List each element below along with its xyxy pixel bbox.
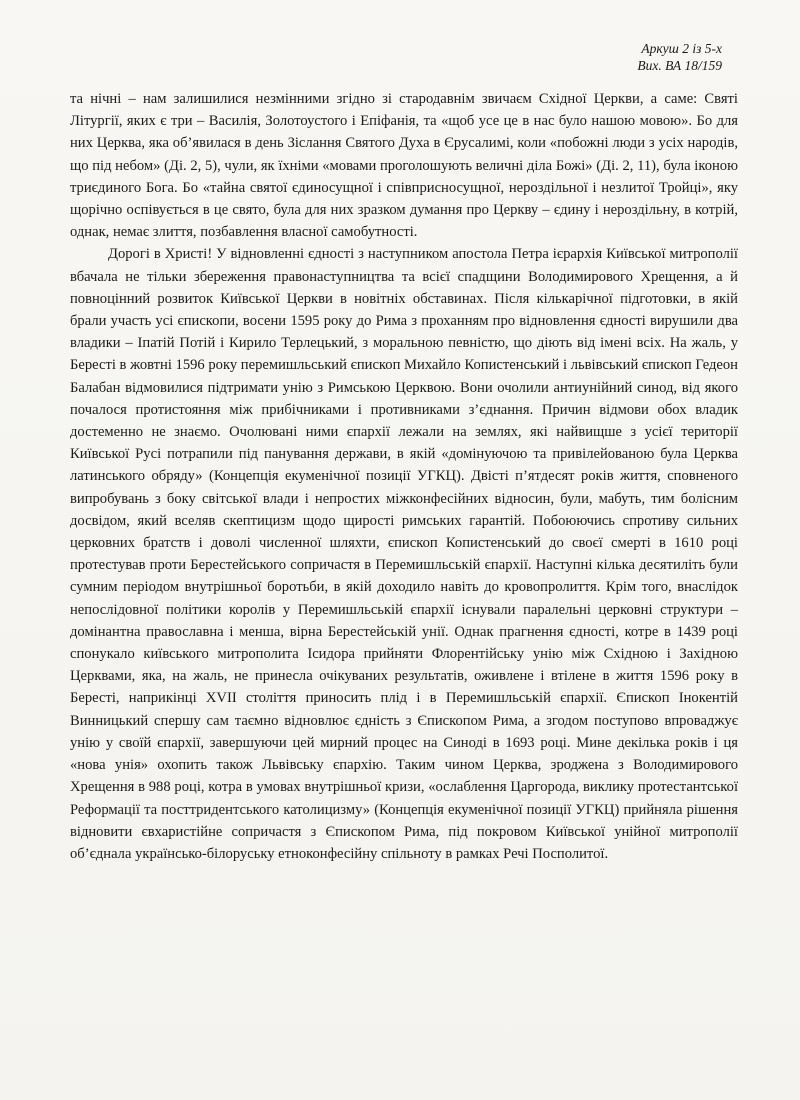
outgoing-reference: Вих. ВА 18/159 <box>637 58 722 73</box>
sheet-number: Аркуш 2 із 5-х <box>641 41 722 56</box>
paragraph-continuation: та нічні – нам залишилися незмінними згідно зі стародавнім звичаєм Східної Церкви, а саме: Святі Літургії, яких є три – Василія, Золотоустого і Епіфанія, та «щоб усе це в нас було нашою мовою». Бо для них Церква, яка об’явилася в день Зіслання Святого Духа в Єрусалимі, коли «побожні люди з усіх народів, що під небом» (Ді. 2, 5), чули, як їхніми «мовами проголошують величні діла Божі» (Ді. 2, 11), була іконою триєдиного Бога. Бо «тайна святої єдиносущної і співприсносущної, нероздільної і незлитої Тройці», яку щорічно оспівується в це свято, була для них зразком думання про Церкву – єдину і нероздільну, в котрій, однак, немає злиття, позбавлення власної самобутності. <box>70 91 738 241</box>
document-body <box>70 88 738 865</box>
page-header <box>637 40 722 74</box>
paragraph-main: Дорогі в Христі! У відновленні єдності з наступником апостола Петра ієрархія Київської митрополії вбачала не тільки збереження правонаступництва та всієї спадщини Володимирового Хрещення, а й повноцінний розвиток Київської Церкви в новітніх обставинах. Після кількарічної підготовки, в якій брали участь усі єпископи, восени 1595 року до Рима з проханням про відновлення єдності вирушили два владики – Іпатій Потій і Кирило Терлецький, з моральною певністю, що діють від імені всіх. На жаль, у Бересті в жовтні 1596 року перемишльський єпископ Михайло Копистенський і львівський єпископ Гедеон Балабан відмовилися підтримати унію з Римською Церквою. Вони очолили антиунійний синод, від якого почалося протистояння між прибічниками і противниками з’єднання. Причин відмови обох владик достеменно не знаємо. Очолювані ними єпархії лежали на землях, які найвищше з усієї території Київської Русі потрапили під панування держави, в якій «домінуючою та привілейованою була Церква латинського обряду» (Концепція екуменічної позиції УГКЦ). Двісті п’ятдесят років життя, сповненого випробувань з боку світської влади і непростих міжконфесійних відносин, були, мабуть, тим болісним досвідом, який вселяв скептицизм щодо щирості римських гарантій. Побоюючись спротиву сильних церковних братств і доволі численної шляхти, єпископ Копистенський до своєї смерті в 1610 році протестував проти Берестейського сопричастя в Перемишльській єпархії. Наступні кілька десятиліть були сумним періодом внутрішньої боротьби, в якій доходило навіть до кровопролиття. Крім того, внаслідок непослідовної політики королів у Перемишльській єпархії існували паралельні церковні структури – домінантна православна і менша, вірна Берестейській унії. Однак прагнення єдності, котре в 1439 році спонукало київського митрополита Ісидора прийняти Флорентійську унію між Східною і Західною Церквами, яка, на жаль, не принесла очікуваних результатів, оживлене і втілене в життя 1596 року в Бересті, наприкінці XVII століття приносить плід і в Перемишльській єпархії. Єпископ Інокентій Винницький спершу сам таємно відновлює єдність з Єпископом Рима, а згодом поступово впроваджує унію у своїй єпархії, завершуючи цей мирний процес на Синоді в 1693 році. Мине декілька років і ця «нова унія» охопить також Львівську єпархію. Таким чином Церква, зроджена з Володимирового Хрещення в 988 році, котра в умовах внутрішньої кризи, «ослаблення Царгорода, виклику протестантської Реформації та посттридентського католицизму» (Концепція екуменічної позиції УГКЦ) прийняла рішення відновити євхаристійне сопричастя з Єпископом Рима, під покровом Київської унійної митрополії об’єднала українсько-білоруську етноконфесійну спільноту в рамках Речі Посполитої. <box>70 246 738 862</box>
